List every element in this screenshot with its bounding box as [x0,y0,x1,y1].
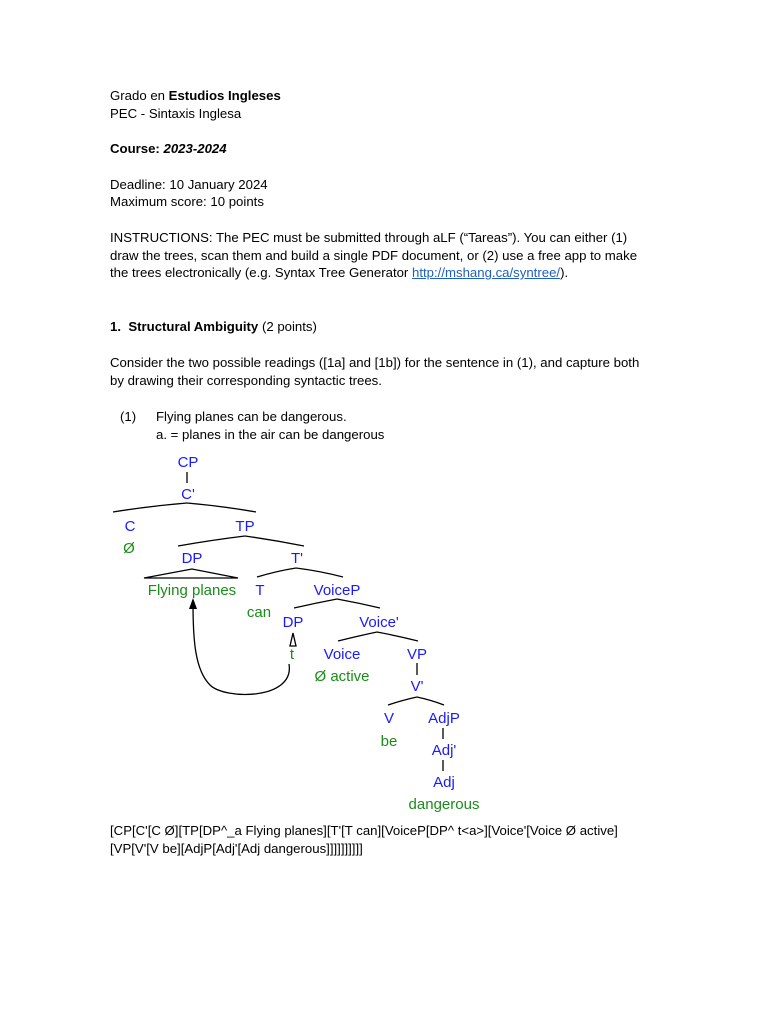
syntax-tree [0,440,768,820]
node-C: C [124,518,136,535]
node-Voicebar: Voice' [359,614,399,631]
course-year: 2023-2024 [163,141,227,156]
deadline: Deadline: 10 January 2024 [110,177,268,192]
word-dangerous: dangerous [408,796,480,813]
node-AdjP: AdjP [428,710,460,727]
node-CP: CP [177,454,199,471]
word-can: can [246,604,272,621]
section-1-heading: 1. Structural Ambiguity (2 points) [110,319,317,334]
node-Adjbar: Adj' [431,742,457,759]
word-flying-planes: Flying planes [147,582,237,599]
syntree-link[interactable]: http://mshang.ca/syntree/ [412,265,561,280]
node-DP-trace: DP [282,614,304,631]
bracketed-line-2: [VP[V'[V be][AdjP[Adj'[Adj dangerous]]]]]]]]]] [110,841,363,856]
node-Cbar: C' [181,486,195,503]
node-Adj: Adj [433,774,455,791]
word-be: be [380,733,398,750]
course-line: Course: 2023-2024 [110,141,227,156]
node-DP: DP [181,550,203,567]
node-V: V [383,710,395,727]
node-Vbar: V' [410,678,424,695]
node-VP: VP [406,646,428,663]
instructions-paragraph: INSTRUCTIONS: The PEC must be submitted through aLF (“Tareas”). You can either (1) draw the trees, scan them and build a single PDF document, or (2) use a free app to make the trees electronically (e.g. Syntax Tree Generator http://mshang.ca/syntree/). [110,230,638,280]
section-1-title: Structural Ambiguity [128,319,259,334]
node-VoiceP: VoiceP [313,582,361,599]
node-Tbar: T' [290,550,304,567]
word-C-null: Ø [123,540,135,557]
degree-name: Estudios Ingleses [168,88,281,103]
word-trace: t [289,646,295,663]
example-number: (1) [120,409,137,424]
section-1-prompt: Consider the two possible readings ([1a] and [1b]) for the sentence in (1), and capture both by drawing their corresponding syntactic trees. [110,355,640,388]
max-score: Maximum score: 10 points [110,194,264,209]
node-T: T [255,582,265,599]
word-null-active: Ø active [314,668,370,685]
degree-line: Grado en Estudios Ingleses [110,88,281,103]
bracketed-line-1: [CP[C'[C Ø][TP[DP^_a Flying planes][T'[T can][VoiceP[DP^ t<a>][Voice'[Voice Ø active] [110,823,618,838]
node-TP: TP [235,518,255,535]
section-1-points: (2 points) [261,319,317,334]
reading-a: a. = planes in the air can be dangerous [156,427,385,442]
node-Voice: Voice [323,646,361,663]
course-code: PEC - Sintaxis Inglesa [110,106,242,121]
example-sentence: Flying planes can be dangerous. [156,409,347,424]
